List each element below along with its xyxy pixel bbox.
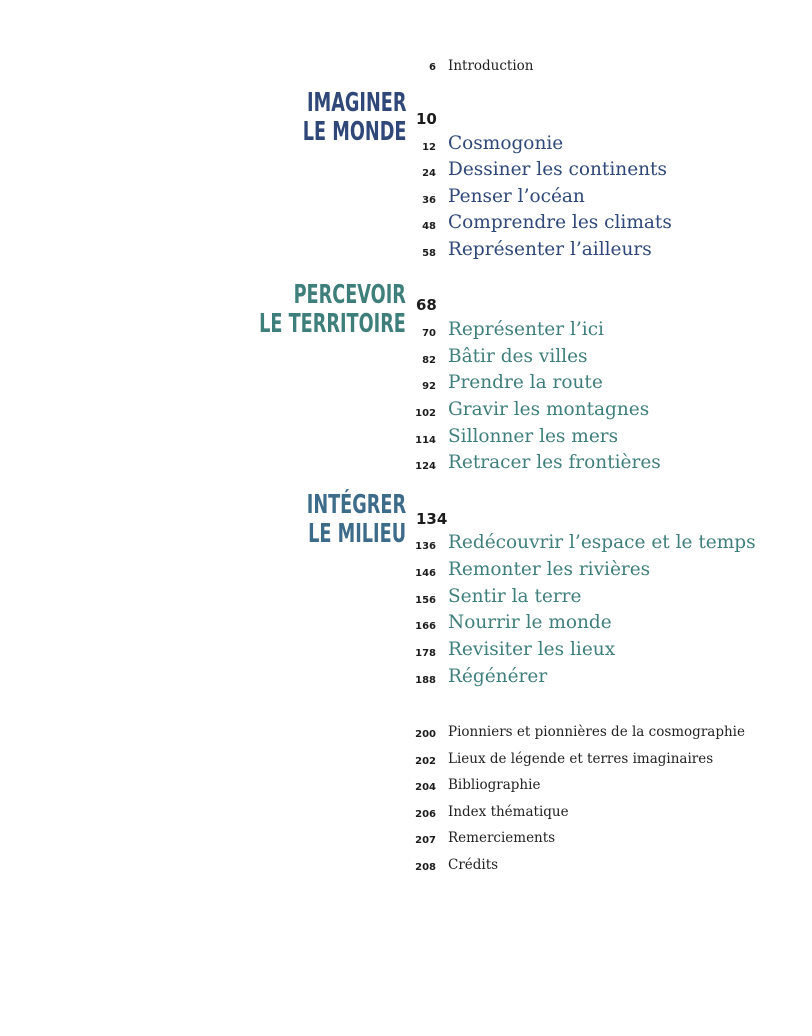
intro-page-number: 6 <box>429 62 436 73</box>
part-1-title-line2: LE MONDE <box>302 117 406 147</box>
chapter-page-number: 146 <box>415 568 436 579</box>
chapter-title: Gravir les montagnes <box>448 399 650 420</box>
chapter-page-number: 166 <box>415 621 436 632</box>
chapter-page-number: 136 <box>415 541 436 552</box>
chapter-title: Remonter les rivières <box>448 559 651 580</box>
annex-page-number: 206 <box>415 809 436 820</box>
chapter-title: Penser l’océan <box>448 186 585 207</box>
part-2-title-line1: PERCEVOIR <box>293 280 406 310</box>
chapter-title: Revisiter les lieux <box>448 639 616 660</box>
chapter-title: Nourrir le monde <box>448 612 612 633</box>
chapter-page-number: 70 <box>422 328 436 339</box>
chapter-page-number: 114 <box>415 435 436 446</box>
part-2-title-line2: LE TERRITOIRE <box>259 309 406 339</box>
chapter-title: Sillonner les mers <box>448 426 619 447</box>
chapter-page-number: 156 <box>415 595 436 606</box>
annex-page-number: 208 <box>415 862 436 873</box>
chapter-page-number: 188 <box>415 675 436 686</box>
chapter-page-number: 124 <box>415 461 436 472</box>
chapter-page-number: 82 <box>422 355 436 366</box>
annex-page-number: 207 <box>415 835 436 846</box>
chapter-title: Représenter l’ailleurs <box>448 239 652 260</box>
chapter-title: Retracer les frontières <box>448 452 661 473</box>
chapter-page-number: 92 <box>422 381 436 392</box>
chapter-page-number: 178 <box>415 648 436 659</box>
chapter-title: Régénérer <box>448 666 548 687</box>
part-1-title-line1: IMAGINER <box>306 88 406 118</box>
chapter-page-number: 12 <box>422 142 436 153</box>
part-1-page-number: 10 <box>416 110 437 128</box>
part-1-title <box>302 89 406 147</box>
chapter-title: Sentir la terre <box>448 586 582 607</box>
annex-title: Lieux de légende et terres imaginaires <box>448 751 714 767</box>
part-3-title-line1: INTÉGRER <box>306 490 406 520</box>
annex-title: Pionniers et pionnières de la cosmographie <box>448 724 745 740</box>
chapter-title: Dessiner les continents <box>448 159 667 180</box>
intro-title: Introduction <box>448 58 534 74</box>
chapter-title: Comprendre les climats <box>448 212 672 233</box>
annex-page-number: 202 <box>415 756 436 767</box>
chapter-title: Représenter l’ici <box>448 319 604 340</box>
chapter-page-number: 48 <box>422 221 436 232</box>
annex-title: Remerciements <box>448 830 556 846</box>
part-2-page-number: 68 <box>416 296 437 314</box>
chapter-title: Cosmogonie <box>448 133 564 154</box>
chapter-title: Prendre la route <box>448 372 603 393</box>
part-3-page-number: 134 <box>416 510 448 528</box>
annex-page-number: 200 <box>415 729 436 740</box>
chapter-title: Bâtir des villes <box>448 346 588 367</box>
chapter-page-number: 24 <box>422 168 436 179</box>
chapter-title: Redécouvrir l’espace et le temps <box>448 532 756 553</box>
chapter-page-number: 102 <box>415 408 436 419</box>
chapter-page-number: 58 <box>422 248 436 259</box>
annex-title: Index thématique <box>448 804 569 820</box>
annex-page-number: 204 <box>415 782 436 793</box>
part-3-title-line2: LE MILIEU <box>308 519 406 549</box>
annex-title: Crédits <box>448 857 499 873</box>
chapter-page-number: 36 <box>422 195 436 206</box>
annex-title: Bibliographie <box>448 777 541 793</box>
